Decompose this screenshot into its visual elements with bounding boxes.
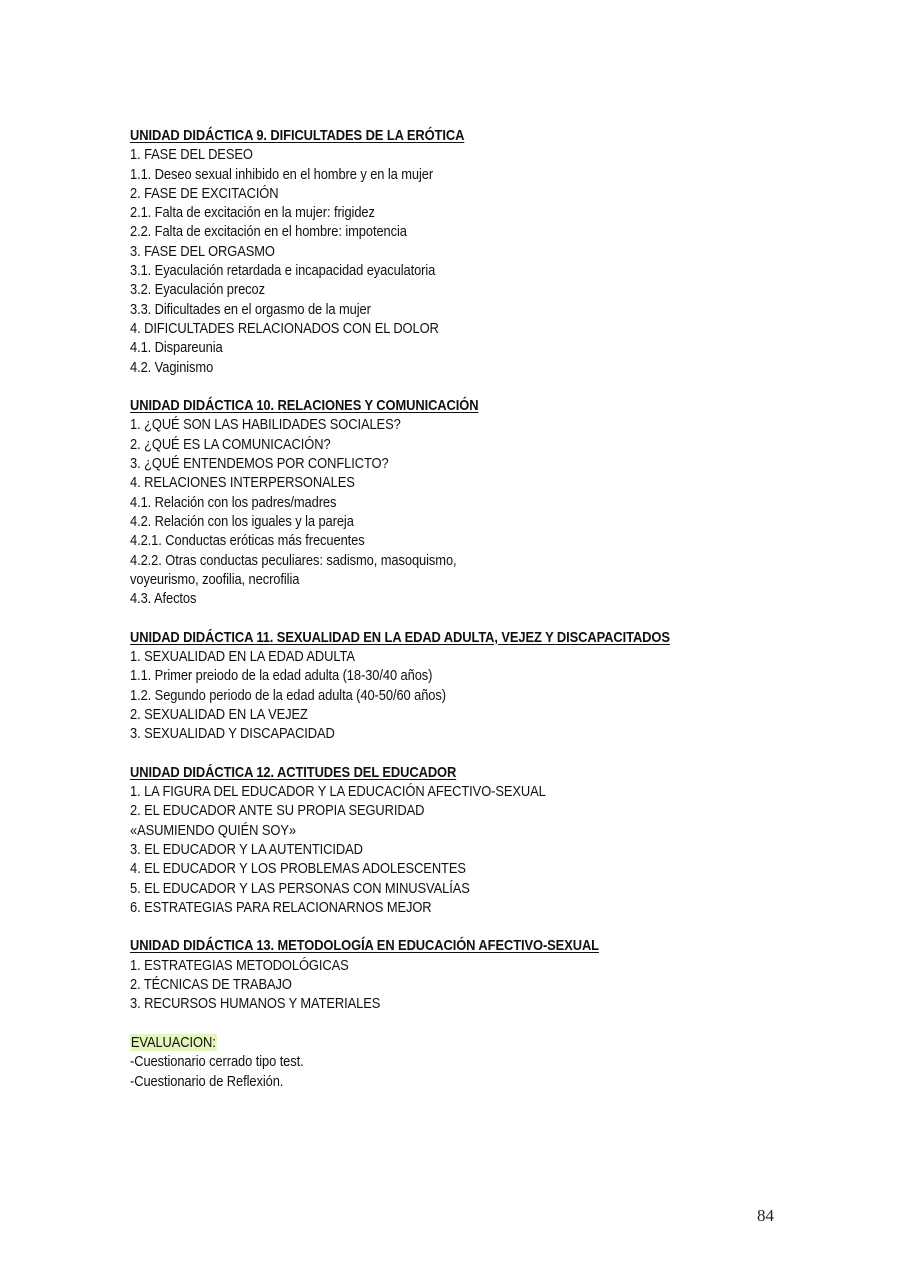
spacer (130, 608, 830, 627)
list-item: 4.3. Afectos (130, 590, 197, 608)
evaluation-label-row (130, 1033, 732, 1052)
list-item: 2. ¿QUÉ ES LA COMUNICACIÓN? (130, 435, 331, 453)
list-item: 4. EL EDUCADOR Y LOS PROBLEMAS ADOLESCENTES (130, 860, 466, 878)
evaluation-section (130, 1033, 830, 1091)
unit-heading: UNIDAD DIDÁCTICA 11. SEXUALIDAD EN LA EDAD ADULTA, VEJEZ Y DISCAPACITADOS (130, 628, 670, 646)
unit-heading: UNIDAD DIDÁCTICA 12. ACTITUDES DEL EDUCADOR (130, 763, 457, 781)
list-item: 2.2. Falta de excitación en el hombre: impotencia (130, 223, 407, 241)
spacer (130, 917, 830, 936)
list-item: 3. FASE DEL ORGASMO (130, 242, 275, 260)
list-item: 4.2.1. Conductas eróticas más frecuentes (130, 532, 365, 550)
list-item: 3. RECURSOS HUMANOS Y MATERIALES (130, 995, 381, 1013)
spacer (130, 377, 830, 396)
spacer (130, 744, 830, 763)
list-item: voyeurismo, zoofilia, necrofilia (130, 570, 300, 588)
unit-9-section (130, 126, 830, 377)
list-item: 4.2. Relación con los iguales y la pareja (130, 512, 354, 530)
unit-heading: UNIDAD DIDÁCTICA 10. RELACIONES Y COMUNICACIÓN (130, 397, 479, 415)
document-page (130, 126, 830, 1091)
evaluation-label: EVALUACION: (130, 1033, 216, 1051)
unit-heading: UNIDAD DIDÁCTICA 13. METODOLOGÍA EN EDUCACIÓN AFECTIVO-SEXUAL (130, 937, 599, 955)
list-item: 4. DIFICULTADES RELACIONADOS CON EL DOLOR (130, 319, 439, 337)
evaluation-item: -Cuestionario de Reflexión. (130, 1072, 284, 1090)
page-number: 84 (757, 1206, 774, 1225)
list-item: 5. EL EDUCADOR Y LAS PERSONAS CON MINUSVALÍAS (130, 879, 470, 897)
list-item: 4.1. Dispareunia (130, 339, 223, 357)
list-item: 4.2. Vaginismo (130, 358, 214, 376)
list-item: 2. SEXUALIDAD EN LA VEJEZ (130, 705, 308, 723)
unit-heading: UNIDAD DIDÁCTICA 9. DIFICULTADES DE LA ERÓTICA (130, 127, 465, 144)
unit-11-section (130, 628, 830, 744)
list-item: 1.2. Segundo periodo de la edad adulta (40-50/60 años) (130, 686, 446, 704)
list-item: 3.3. Dificultades en el orgasmo de la mujer (130, 300, 371, 318)
list-item: 1.1. Primer preiodo de la edad adulta (18-30/40 años) (130, 667, 433, 685)
list-item: 1. SEXUALIDAD EN LA EDAD ADULTA (130, 648, 355, 666)
list-item: 2.1. Falta de excitación en la mujer: frigidez (130, 204, 375, 222)
list-item: 1. ¿QUÉ SON LAS HABILIDADES SOCIALES? (130, 416, 401, 434)
list-item: 3.2. Eyaculación precoz (130, 281, 265, 299)
list-item: 3. SEXUALIDAD Y DISCAPACIDAD (130, 725, 335, 743)
unit-12-section (130, 763, 830, 917)
list-item: 3.1. Eyaculación retardada e incapacidad eyaculatoria (130, 262, 436, 280)
list-item: 6. ESTRATEGIAS PARA RELACIONARNOS MEJOR (130, 898, 432, 916)
list-item: 2. FASE DE EXCITACIÓN (130, 184, 279, 202)
unit-10-section (130, 396, 830, 608)
list-item: 3. EL EDUCADOR Y LA AUTENTICIDAD (130, 840, 363, 858)
list-item: 2. EL EDUCADOR ANTE SU PROPIA SEGURIDAD (130, 802, 425, 820)
list-item: 1.1. Deseo sexual inhibido en el hombre y en la mujer (130, 165, 434, 183)
list-item: «ASUMIENDO QUIÉN SOY» (130, 821, 296, 839)
spacer (130, 1014, 830, 1033)
list-item: 3. ¿QUÉ ENTENDEMOS POR CONFLICTO? (130, 455, 389, 473)
list-item: 1. ESTRATEGIAS METODOLÓGICAS (130, 956, 349, 974)
list-item: 4. RELACIONES INTERPERSONALES (130, 474, 355, 492)
list-item: 4.2.2. Otras conductas peculiares: sadismo, masoquismo, (130, 551, 457, 569)
list-item: 2. TÉCNICAS DE TRABAJO (130, 976, 292, 994)
list-item: 1. FASE DEL DESEO (130, 146, 253, 164)
list-item: 1. LA FIGURA DEL EDUCADOR Y LA EDUCACIÓN AFECTIVO-SEXUAL (130, 783, 546, 801)
list-item: 4.1. Relación con los padres/madres (130, 493, 337, 511)
evaluation-item: -Cuestionario cerrado tipo test. (130, 1053, 304, 1071)
unit-13-section (130, 936, 830, 1013)
